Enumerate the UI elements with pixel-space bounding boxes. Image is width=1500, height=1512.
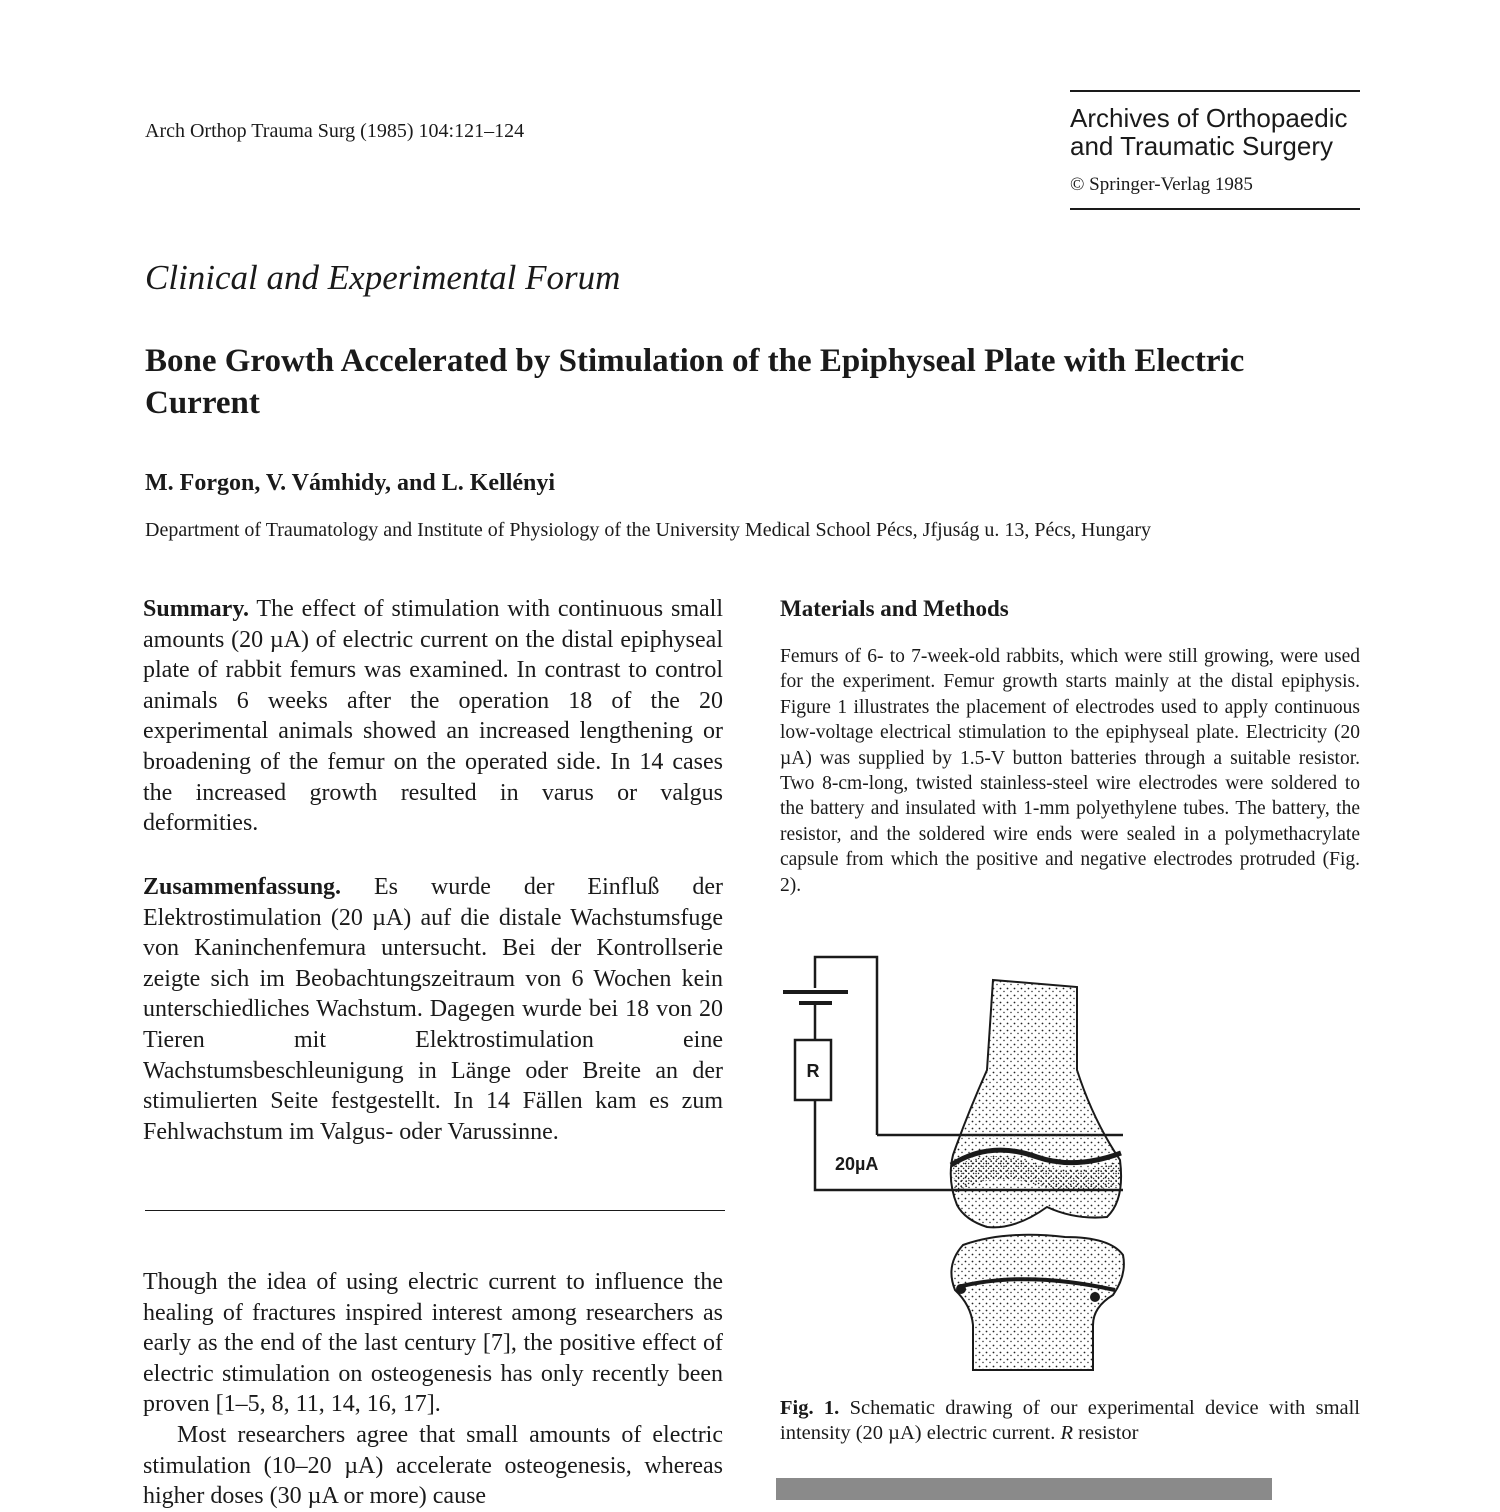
copyright-notice: © Springer-Verlag 1985 bbox=[1070, 174, 1253, 195]
summary-label: Summary. bbox=[143, 596, 250, 622]
journal-name bbox=[1070, 104, 1360, 160]
journal-citation: Arch Orthop Trauma Surg (1985) 104:121–124 bbox=[145, 120, 525, 142]
author-list: M. Forgon, V. Vámhidy, and L. Kellényi bbox=[145, 470, 556, 496]
caption-text: Schematic drawing of our experimental device with small intensity (20 µA) electric current. bbox=[780, 1397, 1361, 1444]
caption-label: Fig. 1. bbox=[780, 1397, 840, 1419]
summary-text: The effect of stimulation with continuous small amounts (20 µA) of electric current on the distal epiphyseal plate of rabbit femurs was examined. In contrast to control animals 6 weeks after the operation 18 of the 20 experimental animals showed an increased lengthening or broadening of the femur on the operated side. In 14 cases the increased growth resulted in varus or valgus deformities. bbox=[143, 596, 723, 837]
figure-1-schematic bbox=[775, 945, 1155, 1395]
journal-masthead bbox=[1070, 90, 1360, 210]
figure-1-caption bbox=[780, 1396, 1360, 1446]
battery-symbol bbox=[783, 990, 848, 1005]
masthead-top-rule bbox=[1070, 90, 1360, 92]
methods-heading: Materials and Methods bbox=[780, 596, 1009, 621]
zusammenfassung-label: Zusammenfassung. bbox=[143, 874, 342, 900]
intro-paragraph-2: Most researchers agree that small amounts of electric stimulation (10–20 µA) accelerate osteogenesis, whereas higher doses (30 µA or more) cause bbox=[143, 1421, 723, 1510]
caption-italic: R bbox=[1060, 1422, 1074, 1444]
femur-shaft bbox=[951, 980, 1121, 1227]
figure-2-photo-partial bbox=[776, 1478, 1272, 1500]
masthead-bottom-rule bbox=[1070, 208, 1360, 210]
journal-name-line1: Archives of Orthopaedic bbox=[1070, 103, 1348, 133]
section-label: Clinical and Experimental Forum bbox=[145, 258, 621, 297]
zusammenfassung-paragraph bbox=[143, 872, 723, 1147]
figure-1-drawing bbox=[775, 945, 1155, 1395]
summary-paragraph bbox=[143, 594, 723, 839]
affiliation: Department of Traumatology and Institute of Physiology of the University Medical School Pécs, Jfjuság u. 13, Pécs, Hungary bbox=[145, 519, 1151, 541]
journal-name-line2: and Traumatic Surgery bbox=[1070, 131, 1334, 161]
article-title: Bone Growth Accelerated by Stimulation of the Epiphyseal Plate with Electric Current bbox=[145, 343, 1245, 421]
caption-end: resistor bbox=[1073, 1422, 1139, 1444]
tibia bbox=[951, 1235, 1123, 1370]
abstract-divider bbox=[145, 1210, 725, 1211]
intro-paragraph-1: Though the idea of using electric current to influence the healing of fractures inspired interest among researchers as early as the end of the last century [7], the positive effect of electric stimulation on osteogenesis has only recently been proven [1–5, 8, 11, 14, 16, 17]. bbox=[143, 1269, 723, 1418]
resistor-label: R bbox=[806, 1061, 820, 1081]
methods-paragraph: Femurs of 6- to 7-week-old rabbits, which were still growing, were used for the experiment. Femur growth starts mainly at the distal epiphysis. Figure 1 illustrates the placement of electrodes used to apply continuous low-voltage electrical stimulation to the epiphyseal plate. Electricity (20 µA) was supplied by 1.5-V button batteries through a suitable resistor. Two 8-cm-long, twisted stainless-steel wire electrodes were soldered to the battery and insulated with 1-mm polyethylene tubes. The battery, the resistor, and the soldered wire ends were sealed in a polymethacrylate capsule from which the positive and negative electrodes protruded (Fig. 2). bbox=[780, 646, 1360, 896]
zusammenfassung-text: Es wurde der Einfluß der Elektrostimulation (20 µA) auf die distale Wachstumsfuge von Kaninchenfemura untersucht. Bei der Kontrollserie zeigte sich im Beobachtungszeitraum von 6 Wochen kein unterschiedliches Wachstum. Dagegen wurde bei 18 von 20 Tieren mit Elektrostimulation eine Wachstumsbeschleunigung in Länge oder Breite an der stimulierten Seite festgestellt. In 14 Fällen kam es zum Fehlwachstum im Valgus- oder Varussinne. bbox=[143, 874, 723, 1145]
introduction bbox=[143, 1267, 723, 1512]
current-label: 20µA bbox=[835, 1154, 879, 1174]
